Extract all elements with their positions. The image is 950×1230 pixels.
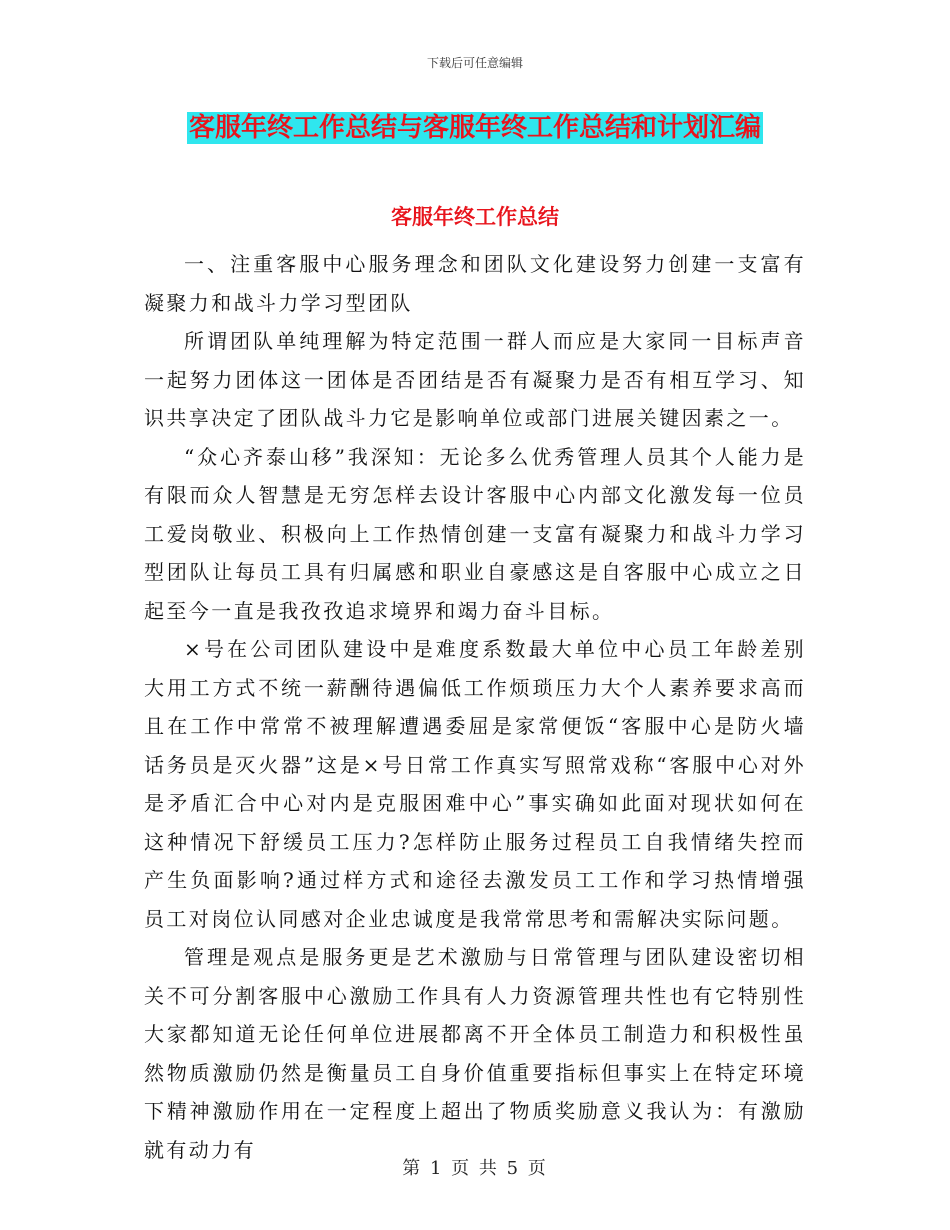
document-body: [144, 245, 806, 1169]
document-title: [0, 112, 950, 144]
page-header-note: 下载后可任意编辑: [426, 56, 523, 70]
document-title-text: 客服年终工作总结与客服年终工作总结和计划汇编: [188, 113, 761, 143]
paragraph: 所谓团队单纯理解为特定范围一群人而应是大家同一目标声音一起努力团体这一团体是否团结是否有凝聚力是否有相互学习、知识共享决定了团队战斗力它是影响单位或部门进展关键因素之一。: [144, 329, 806, 430]
page-number-footer: 第 1 页 共 5 页: [402, 1158, 548, 1179]
paragraph: 管理是观点是服务更是艺术激励与日常管理与团队建设密切相关不可分割客服中心激励工作具有人力资源管理共性也有它特别性大家都知道无论任何单位进展都离不开全体员工制造力和积极性虽然物质激励仍然是衡量员工自身价值重要指标但事实上在特定环境下精神激励作用在一定程度上超出了物质奖励意义我认为：有激励就有动力有: [144, 945, 806, 1162]
paragraph-heading: 一、注重客服中心服务理念和团队文化建设努力创建一支富有凝聚力和战斗力学习型团队: [144, 252, 806, 315]
paragraph: ×号在公司团队建设中是难度系数最大单位中心员工年龄差别大用工方式不统一薪酬待遇偏低工作烦琐压力大个人素养要求高而且在工作中常常不被理解遭遇委屈是家常便饭“客服中心是防火墙话务员是灭火器”这是×号日常工作真实写照常戏称“客服中心对外是矛盾汇合中心对内是克服困难中心”事实确如此面对现状如何在这种情况下舒缓员工压力?怎样防止服务过程员工自我情绪失控而产生负面影响?通过样方式和途径去激发员工工作和学习热情增强员工对岗位认同感对企业忠诚度是我常常思考和需解决实际问题。: [144, 637, 806, 931]
paragraph: “众心齐泰山移”我深知：无论多么优秀管理人员其个人能力是有限而众人智慧是无穷怎样去设计客服中心内部文化激发每一位员工爱岗敬业、积极向上工作热情创建一支富有凝聚力和战斗力学习型团队让每员工具有归属感和职业自豪感这是自客服中心成立之日起至今一直是我孜孜追求境界和竭力奋斗目标。: [144, 444, 806, 623]
section-title: 客服年终工作总结: [391, 205, 559, 229]
